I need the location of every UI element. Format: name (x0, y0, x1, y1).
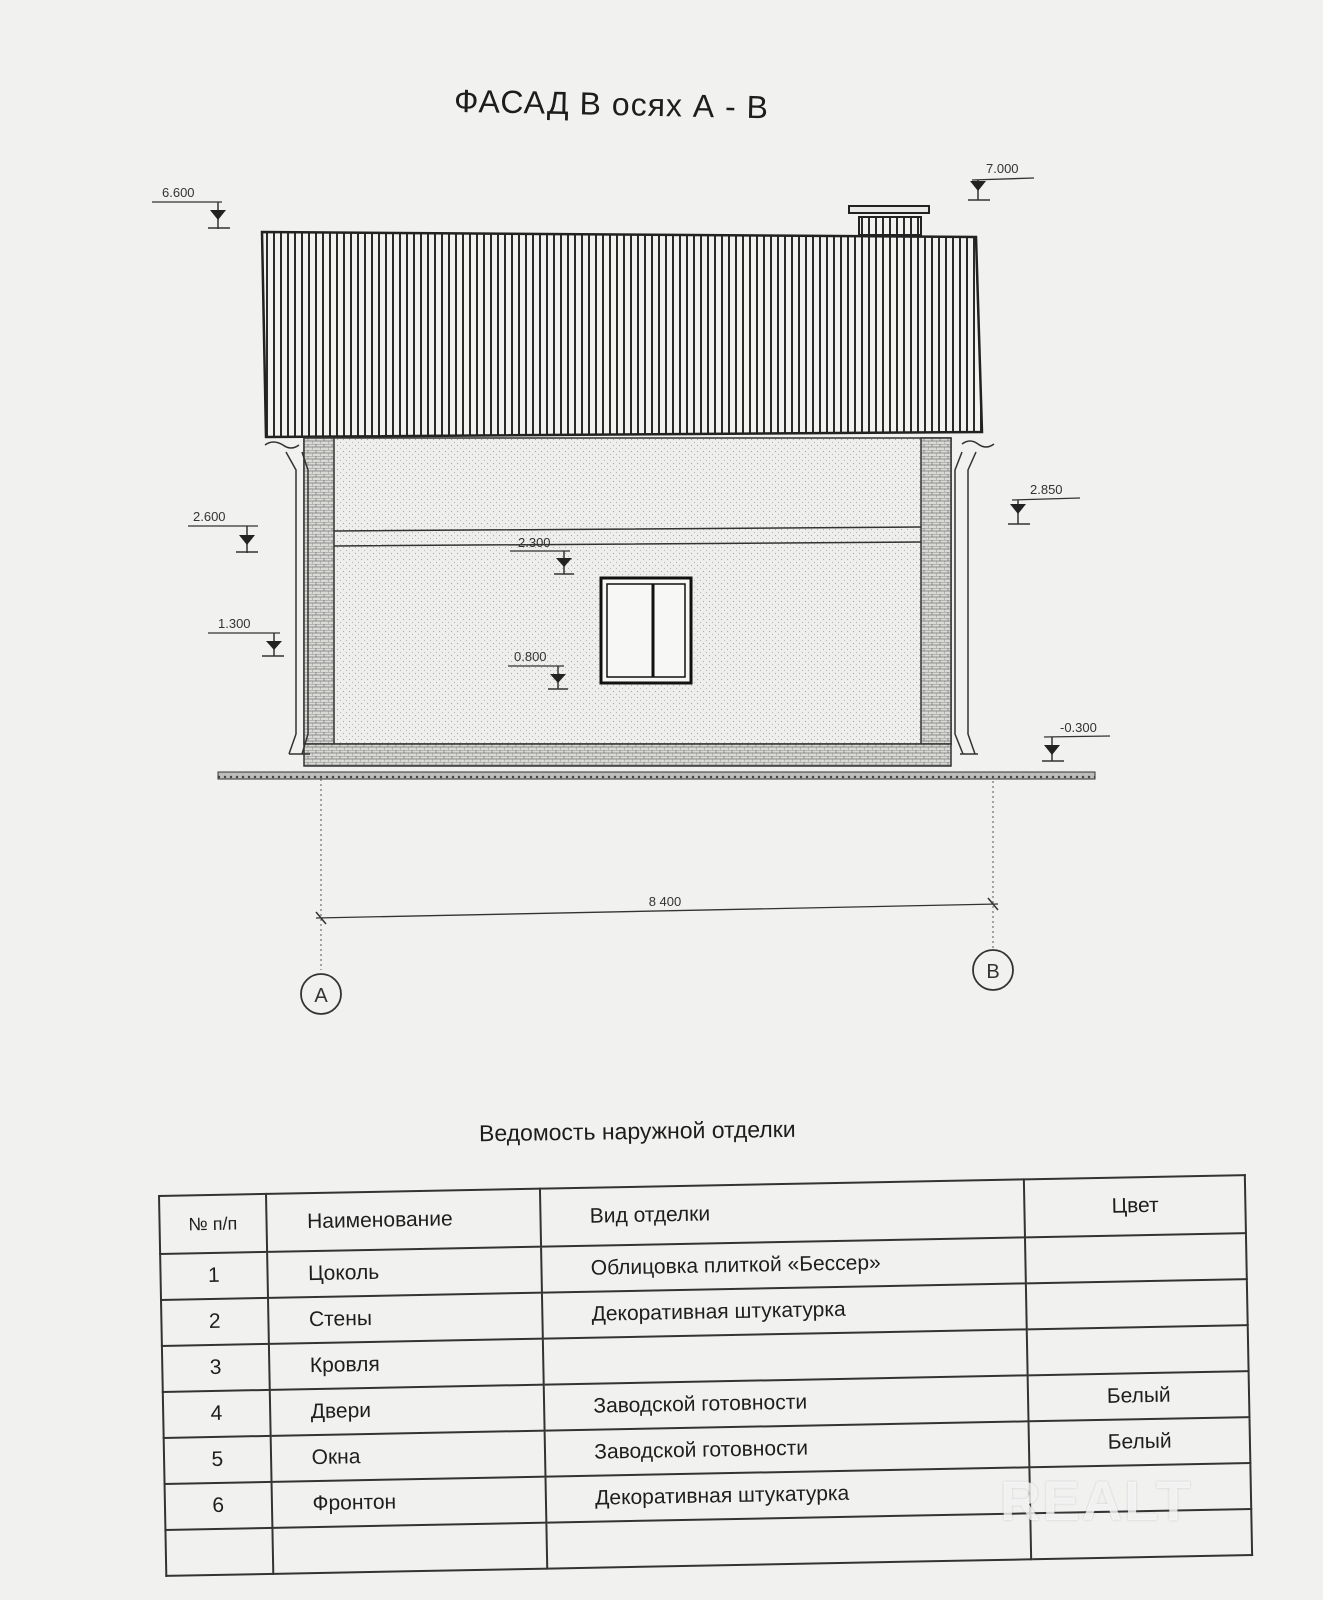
chimney (859, 217, 921, 235)
cell-name: Цоколь (267, 1247, 543, 1298)
cell-color (1025, 1233, 1246, 1283)
facade-title: ФАСАД В осях А - В (453, 82, 770, 126)
level-eave-right (1008, 482, 1080, 524)
cell-color: Белый (1028, 1371, 1249, 1421)
svg-text:2.850: 2.850 (1030, 482, 1063, 497)
schedule-title: Ведомость наружной отделки (479, 1115, 796, 1147)
axis-b-label: В (986, 961, 1000, 983)
column-header-color: Цвет (1024, 1175, 1246, 1237)
cell-number: 5 (164, 1436, 271, 1484)
cell-color (1027, 1325, 1248, 1375)
cell-name: Окна (270, 1431, 546, 1482)
cell-name: Фронтон (271, 1477, 547, 1528)
cell-finish: Заводской готовности (545, 1421, 1030, 1476)
level-chimney-top (968, 161, 1034, 200)
svg-text:2.600: 2.600 (193, 509, 226, 524)
level-ground (1042, 720, 1110, 761)
svg-text:7.000: 7.000 (986, 161, 1019, 176)
roof (262, 232, 982, 437)
svg-text:1.300: 1.300 (218, 616, 251, 631)
axis-a-label: А (314, 985, 328, 1007)
cell-name: Стены (268, 1293, 544, 1344)
level-sill-left (208, 616, 284, 656)
cell-number: 2 (161, 1298, 268, 1346)
cell-number: 4 (163, 1390, 270, 1438)
cell-number (165, 1528, 272, 1576)
svg-text:-0.300: -0.300 (1060, 720, 1097, 735)
level-roof-left (152, 185, 230, 229)
level-eave-left (188, 509, 258, 553)
chimney-cap (849, 206, 929, 213)
column-header-name: Наименование (266, 1189, 542, 1252)
watermark-logo: REALT (1000, 1469, 1193, 1532)
cell-color (1026, 1279, 1247, 1329)
svg-text:0.800: 0.800 (514, 649, 547, 664)
ground-line (218, 772, 1095, 779)
cell-color: Белый (1029, 1417, 1250, 1467)
cell-finish: Заводской готовности (544, 1375, 1029, 1430)
right-corner-brick (921, 438, 951, 744)
cell-name: Кровля (268, 1339, 544, 1390)
right-downpipe (955, 441, 994, 754)
cell-number: 1 (160, 1252, 267, 1300)
cell-number: 3 (162, 1344, 269, 1392)
dimension-label: 8 400 (648, 894, 682, 909)
cell-name (272, 1523, 548, 1574)
cell-finish: Декоративная штукатурка (546, 1467, 1031, 1522)
svg-text:2.300: 2.300 (518, 535, 551, 550)
cell-finish: Облицовка плиткой «Бессер» (541, 1237, 1026, 1292)
plinth (304, 744, 951, 766)
column-header-finish: Вид отделки (540, 1179, 1025, 1246)
cell-number: 6 (165, 1482, 272, 1530)
column-header-number: № п/п (159, 1194, 267, 1254)
cell-finish (547, 1513, 1032, 1568)
svg-text:6.600: 6.600 (162, 185, 195, 200)
cell-finish: Декоративная штукатурка (542, 1283, 1027, 1338)
window (601, 578, 691, 683)
cell-name: Двери (269, 1385, 545, 1436)
